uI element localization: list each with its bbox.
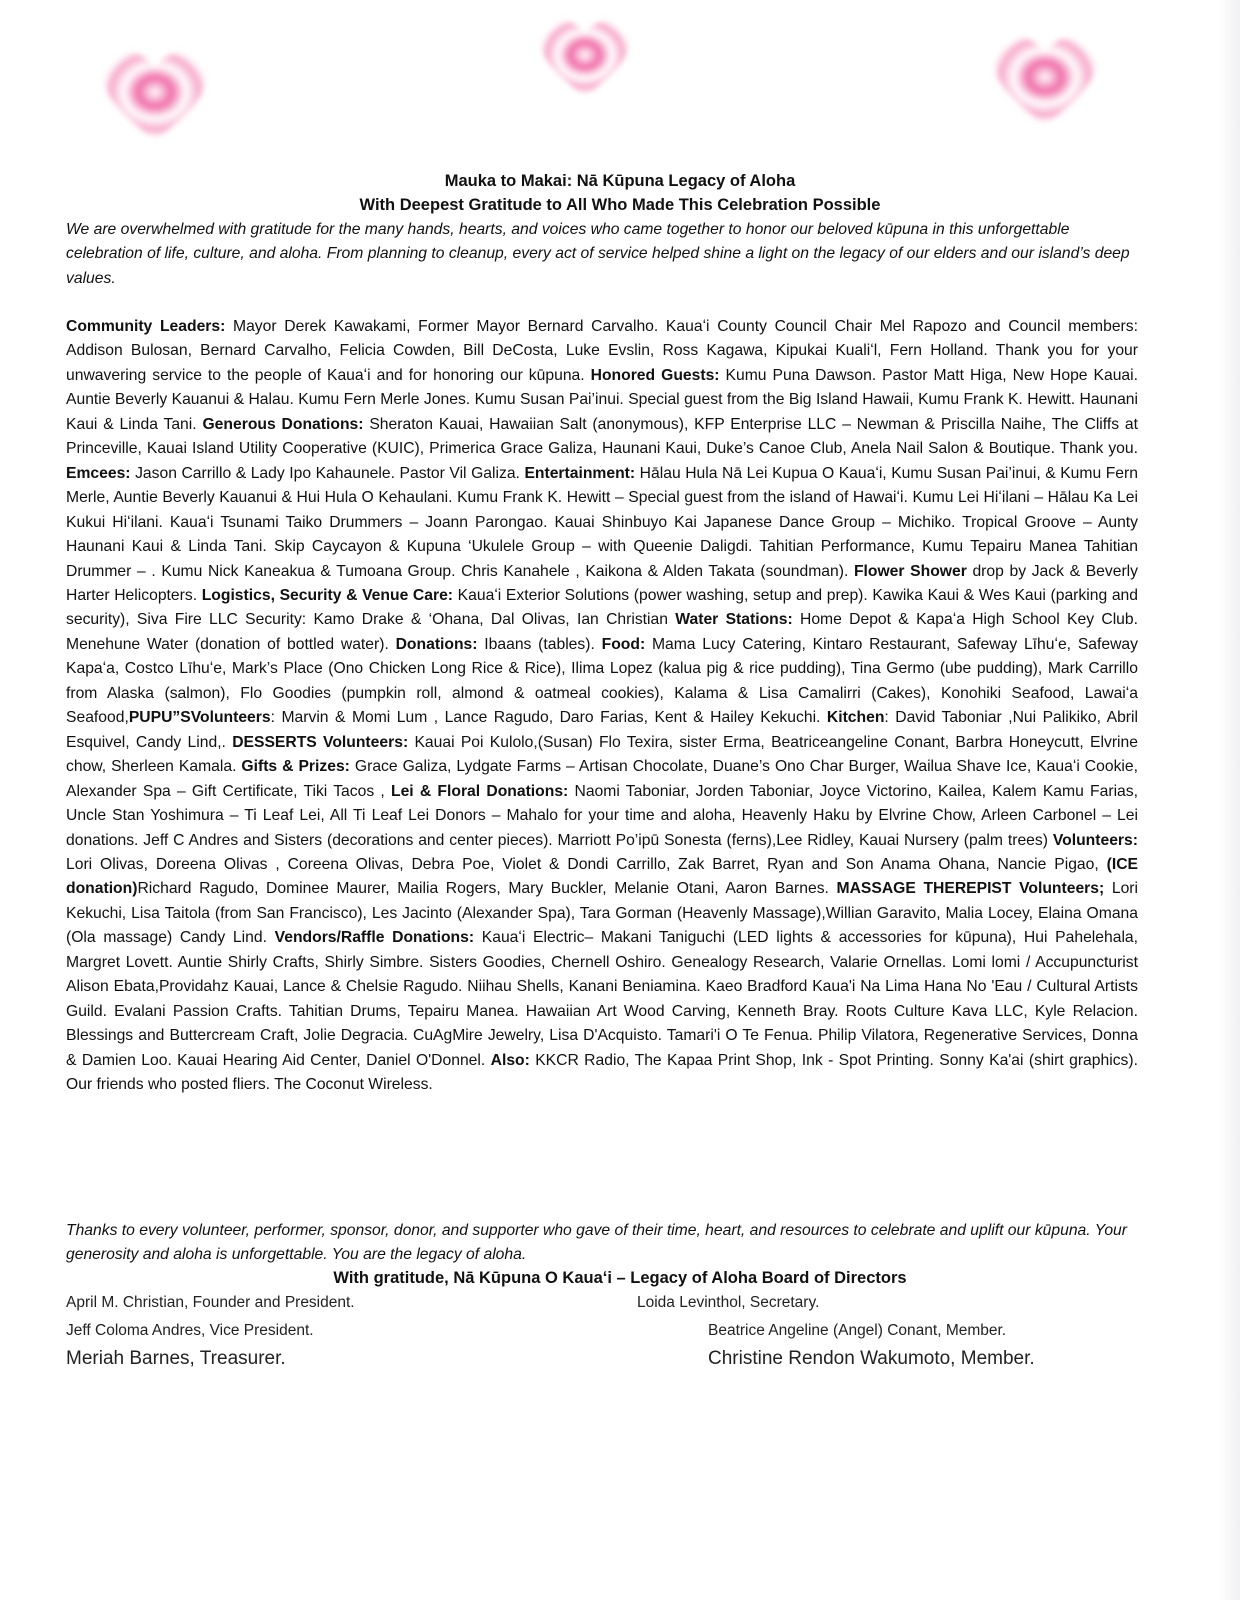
section-label: Also:: [490, 1051, 530, 1069]
section-label: Logistics, Security & Venue Care:: [201, 586, 454, 604]
board-member-member2: Christine Rendon Wakumoto, Member.: [708, 1348, 1035, 1369]
section-label: Volunteers:: [1052, 831, 1138, 849]
heart-icon: [530, 10, 640, 105]
section-text: Hālau Hula Nā Lei Kupua O Kauaʻi, Kumu Susan Pai’inui, & Kumu Fern Merle, Auntie Beverly Kauanui & Hui Hula O Kehaulani. Kumu Frank K. Hewitt – Special guest from the island of Hawaiʻi. Kumu Lei Hiʻilani – Hālau Ka Lei Kukui Hiʻilani. Kauaʻi Tsunami Taiko Drummers – Joann Parongao. Kauai Shinbuyo Kai Japanese Dance Group – Michiko. Tropical Groove – Aunty Haunani Kaui & Linda Tani. Skip Caycayon & Kupuna ‘Ukulele Group – with Queenie Daligdi. Tahitian Performance, Kumu Tepairu Manea Tahitian Drummer – . Kumu Nick Kaneakua & Tumoana Group. Chris Kanahele , Kaikona & Alden Takata (soundman).: [66, 464, 1138, 580]
section-label: Gifts & Prizes:: [241, 758, 350, 776]
page-edge-shadow: [1218, 0, 1240, 1600]
section-text: Ibaans (tables).: [477, 635, 602, 653]
document-title: Mauka to Makai: Nā Kūpuna Legacy of Aloha: [444, 172, 796, 190]
section-text: : Marvin & Momi Lum , Lance Ragudo, Daro Farias, Kent & Hailey Kekuchi.: [270, 709, 827, 727]
section-text: Sheraton Kauai, Hawaiian Salt (anonymous), KFP Enterprise LLC – Newman & Priscilla Naihe, The Cliffs at Princeville, Kauai Island Utility Cooperative (KUIC), Primerica Grace Galiza, Haunani Kaui, Duke’s Canoe Club, Anela Nail Salon & Boutique. Thank you.: [66, 415, 1138, 458]
section-label: Lei & Floral Donations:: [391, 782, 569, 800]
section-text: Home Depot & Kapaʻa High School Key Club. Menehune Water (donation of bottled water).: [66, 611, 1138, 653]
section-label: MASSAGE THEREPIST Volunteers;: [836, 880, 1105, 898]
section-text: Grace Galiza, Lydgate Farms – Artisan Chocolate, Duane’s Ono Char Burger, Wailua Shave Ice, Kauaʻi Cookie, Alexander Spa – Gift Certificate, Tiki Tacos ,: [66, 758, 1138, 800]
acknowledgements-paragraph: [66, 315, 1138, 1098]
section-label: DESSERTS Volunteers:: [232, 733, 409, 751]
section-text: Naomi Taboniar, Jorden Taboniar, Joyce Victorino, Kailea, Kalem Kamu Farias, Uncle Stan Yoshimura – Ti Leaf Lei, All Ti Leaf Lei Donors – Mahalo for your time and aloha, Heavenly Haku by Elvrine Chow, Arleen Carbonel – Lei donations. Jeff C Andres and Sisters (decorations and center pieces). Marriott Po’ipū Sonesta (ferns),Lee Ridley, Kauai Nursery (palm trees): [66, 782, 1138, 849]
section-label: Generous Donations:: [202, 415, 364, 433]
section-label: Vendors/Raffle Donations:: [274, 929, 475, 947]
section-label: Flower Shower: [853, 562, 967, 580]
section-text: Lori Olivas, Doreena Olivas , Coreena Olivas, Debra Poe, Violet & Dondi Carrillo, Zak Barret, Ryan and Son Anama Ohana, Nancie Pigao,: [66, 855, 1107, 873]
board-member-secretary: Loida Levinthol, Secretary.: [637, 1294, 820, 1311]
board-member-member1: Beatrice Angeline (Angel) Conant, Member.: [708, 1322, 1007, 1339]
section-label: Kitchen: [826, 709, 885, 727]
section-text: : David Taboniar ,Nui Palikiko, Abril Esquivel, Candy Lind,.: [66, 709, 1138, 751]
section-label: (ICE donation): [66, 855, 1138, 898]
section-text: KKCR Radio, The Kapaa Print Shop, Ink - Spot Printing. Sonny Ka'ai (shirt graphics). Our friends who posted fliers. The Coconut Wireless.: [66, 1051, 1138, 1094]
section-label: Entertainment:: [524, 464, 636, 482]
heart-icon: [95, 40, 215, 150]
board-member-president: April M. Christian, Founder and President.: [66, 1294, 355, 1311]
heart-icon: [985, 25, 1105, 135]
section-label: PUPU”SVolunteers: [128, 709, 271, 727]
section-text: Kauai Poi Kulolo,(Susan) Flo Texira, sister Erma, Beatriceangeline Conant, Barbra Honeycutt, Elvrine chow, Sherleen Kamala.: [66, 733, 1138, 776]
section-label: Food:: [601, 635, 646, 653]
section-text: Richard Ragudo, Dominee Maurer, Mailia Rogers, Mary Buckler, Melanie Otani, Aaron Barnes.: [137, 880, 837, 898]
section-text: Kumu Puna Dawson. Pastor Matt Higa, New Hope Kauai. Auntie Beverly Kauanui & Halau. Kumu Fern Merle Jones. Kumu Susan Pai’inui. Special guest from the Big Island Hawaii, Kumu Frank K. Hewitt. Haunani Kaui & Linda Tani.: [66, 366, 1138, 433]
intro-paragraph: We are overwhelmed with gratitude for the many hands, hearts, and voices who came together to honor our beloved kūpuna in this unforgettable celebration of life, culture, and aloha. From planning to cleanup, every act of service helped shine a light on the legacy of our elders and our island’s deep values.: [66, 221, 1130, 287]
closing-line: With gratitude, Nā Kūpuna O Kauaʻi – Legacy of Aloha Board of Directors: [333, 1269, 907, 1287]
section-label: Donations:: [395, 635, 478, 653]
section-label: Water Stations:: [675, 611, 793, 629]
section-text: Mayor Derek Kawakami, Former Mayor Bernard Carvalho. Kauaʻi County Council Chair Mel Rapozo and Council members: Addison Bulosan, Bernard Carvalho, Felicia Cowden, Bill DeCosta, Luke Evslin, Ross Kagawa, Kipukai Kualiʻl, Fern Holland. Thank you for your unwavering service to the people of Kauaʻi and for honoring our kūpuna.: [66, 318, 1138, 384]
section-label: Honored Guests:: [590, 366, 720, 384]
section-label: Emcees:: [66, 464, 131, 482]
board-member-treasurer: Meriah Barnes, Treasurer.: [66, 1348, 286, 1369]
section-text: Kauaʻi Exterior Solutions (power washing, setup and prep). Kawika Kaui & Wes Kaui (parking and security), Siva Fire LLC Security: Kamo Drake & ‘Ohana, Dal Olivas, Ian Christian: [66, 586, 1138, 629]
thanks-paragraph: Thanks to every volunteer, performer, sponsor, donor, and supporter who gave of their time, heart, and resources to celebrate and uplift our kūpuna. Your generosity and aloha is unforgettable. You are the legacy of aloha.: [66, 1222, 1127, 1264]
section-text: Mama Lucy Catering, Kintaro Restaurant, Safeway Līhuʻe, Safeway Kapaʻa, Costco Līhuʻe, Mark’s Place (Ono Chicken Long Rice & Rice), Ilima Lopez (kalua pig & rice pudding), Tina Germo (ube pudding), Mark Carrillo from Alaska (salmon), Flo Goodies (pumpkin roll, almond & oatmeal cookies), Kalama & Lisa Camalirri (Cakes), Konohiki Seafood, Lawaiʻa Seafood,: [66, 635, 1138, 727]
section-text: drop by Jack & Beverly Harter Helicopters.: [66, 562, 1138, 604]
board-member-vice-president: Jeff Coloma Andres, Vice President.: [66, 1322, 314, 1339]
section-label: Community Leaders:: [66, 318, 226, 335]
section-text: Lori Kekuchi, Lisa Taitola (from San Francisco), Les Jacinto (Alexander Spa), Tara Gorman (Heavenly Massage),Willian Garavito, Malia Locey, Elaina Omana (Ola massage) Candy Lind.: [66, 880, 1139, 947]
section-text: Jason Carrillo & Lady Ipo Kahaunele. Pastor Vil Galiza.: [130, 464, 525, 482]
document-subtitle: With Deepest Gratitude to All Who Made This Celebration Possible: [359, 196, 881, 214]
section-text: Kauaʻi Electric– Makani Taniguchi (LED lights & accessories for kūpuna), Hui Pahelehala, Margret Lovett. Auntie Shirly Crafts, Shirly Simbre. Sisters Goodies, Chernell Oshiro. Genealogy Research, Valarie Ornellas. Lomi lomi / Accupuncturist Alison Ebata,Providahz Kauai, Lance & Chelsie Ragudo. Niihau Shells, Kanani Beniamina. Kaeo Bradford Kaua'i Na Lima Hana No 'Eau / Cultural Artists Guild. Evalani Passion Crafts. Tahitian Drums, Tepairu Manea. Hawaiian Art Wood Carving, Kenneth Bray. Roots Culture Kava LLC, Kyle Relacion. Blessings and Buttercream Craft, Jolie Degracia. CuAgMire Jewelry, Lisa D'Acquisto. Tamari'i O Te Fenua. Philip Vilatora, Regenerative Services, Donna & Damien Loo. Kauai Hearing Aid Center, Daniel O'Donnel.: [66, 929, 1139, 1069]
